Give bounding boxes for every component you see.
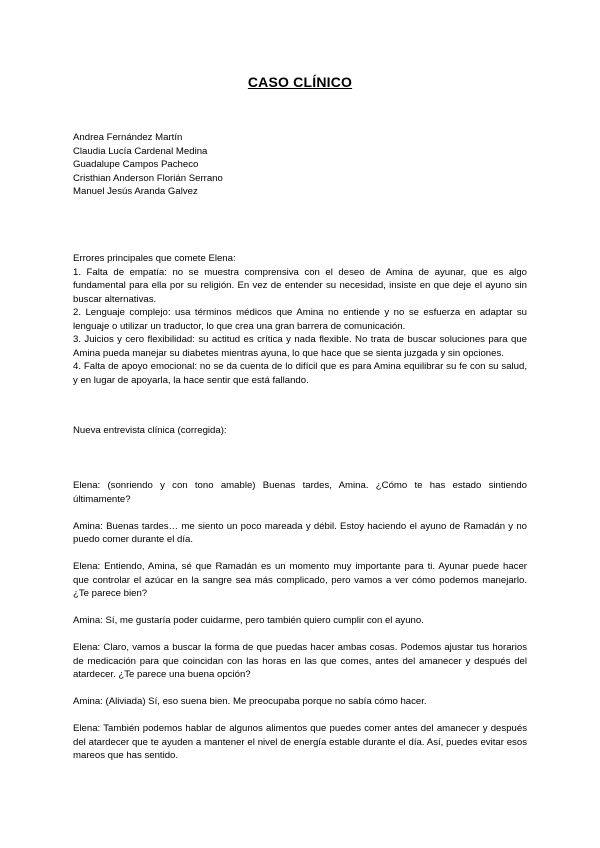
dialogue-line: Elena: También podemos hablar de algunos alimentos que puedes comer antes del amanecer y después del atardecer que te ayuden a mantener el nivel de energía estable durante el día. Así, puedes evitar esos mareos que has sentido. [73,723,527,761]
interview-dialogue [73,479,527,776]
document-title: CASO CLÍNICO [247,74,353,90]
author-name: Manuel Jesús Aranda Galvez [73,186,198,197]
author-name: Claudia Lucía Cardenal Medina [73,145,208,157]
author-name: Cristhian Anderson Florián Serrano [73,172,223,184]
dialogue-line: Elena: (sonriendo y con tono amable) Buenas tardes, Amina. ¿Cómo te has estado sintiendo últimamente? [73,480,527,505]
dialogue-line: Amina: Buenas tardes… me siento un poco mareada y débil. Estoy haciendo el ayuno de Ramadán y no puedo comer durante el día. [73,520,527,545]
dialogue-line: Elena: Entiendo, Amina, sé que Ramadán es un momento muy importante para ti. Ayunar puede hacer que controlar el azúcar en la sangre sea más complicado, pero vamos a ver cómo podemos manejarlo. ¿Te parece bien? [73,561,527,599]
errors-section [73,252,527,387]
dialogue-line: Amina: (Aliviada) Sí, eso suena bien. Me preocupaba porque no sabía cómo hacer. [73,696,427,707]
author-list [73,131,223,199]
dialogue-line: Amina: Sí, me gustaría poder cuidarme, pero también quiero cumplir con el ayuno. [73,615,424,626]
error-item: 3. Juicios y cero flexibilidad: su actitud es crítica y nada flexible. No trata de buscar soluciones para que Amina pueda manejar su diabetes mientras ayuna, lo que hace que se sienta juzgada y sin opciones. [73,334,527,359]
author-name: Andrea Fernández Martín [73,132,183,143]
dialogue-line: Elena: Claro, vamos a buscar la forma de que puedas hacer ambas cosas. Podemos ajustar tus horarios de medicación para que coincidan con las horas en las que comes, antes del amanecer y después del atardecer. ¿Te parece una buena opción? [73,642,527,680]
interview-heading: Nueva entrevista clínica (corregida): [73,425,227,436]
error-item: 4. Falta de apoyo emocional: no se da cuenta de lo difícil que es para Amina equilibrar su fe con su salud, y en lugar de apoyarla, la hace sentir que está fallando. [73,361,527,386]
errors-heading: Errores principales que comete Elena: [73,253,236,264]
error-item: 1. Falta de empatía: no se muestra comprensiva con el deseo de Amina de ayunar, que es algo fundamental para ella por su religión. En vez de entender su necesidad, insiste en que deje el ayuno sin buscar alternativas. [73,266,527,305]
author-name: Guadalupe Campos Pacheco [73,159,199,170]
error-item: 2. Lenguaje complejo: usa términos médicos que Amina no entiende y no se esfuerza en adaptar su lenguaje o utilizar un traductor, lo que crea una gran barrera de comunicación. [73,307,527,332]
